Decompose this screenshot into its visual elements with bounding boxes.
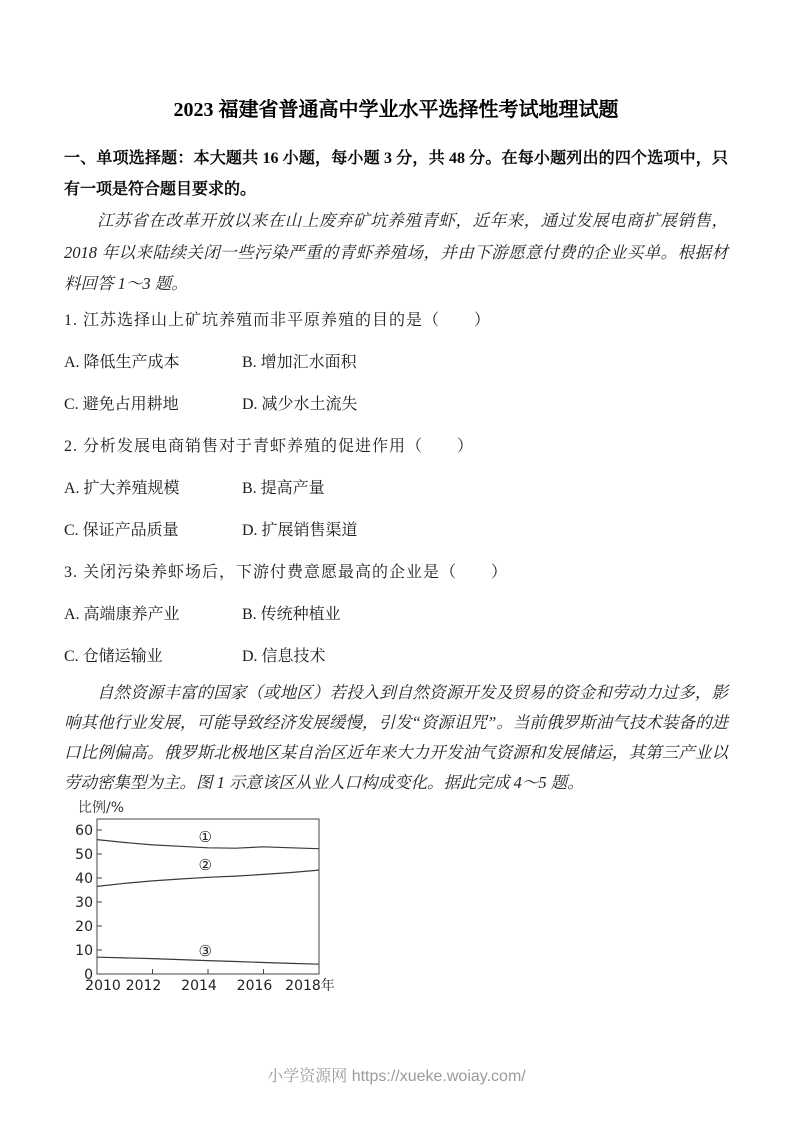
question-1	[64, 300, 728, 426]
question-3-option-d: D. 信息技术	[242, 647, 326, 665]
question-2-option-c: C. 保证产品质量	[64, 521, 179, 539]
question-3-option-a: A. 高端康养产业	[64, 605, 180, 623]
svg-text:10: 10	[75, 942, 93, 959]
section-heading: 一、单项选择题：本大题共 16 小题，每小题 3 分，共 48 分。在每小题列出的四个选项中，只有一项是符合题目要求的。	[64, 150, 728, 198]
question-3	[64, 552, 728, 678]
svg-text:②: ②	[198, 855, 212, 874]
question-1-option-c: C. 避免占用耕地	[64, 395, 179, 413]
employment-composition-line-chart	[64, 800, 394, 1000]
svg-text:2018年: 2018年	[285, 977, 335, 994]
question-2-option-a: A. 扩大养殖规模	[64, 479, 180, 497]
footer-text: 小学资源网 https://xueke.woiay.com/	[267, 1068, 526, 1085]
question-3-option-row-2	[64, 636, 728, 678]
svg-text:2012: 2012	[125, 977, 162, 994]
svg-text:①: ①	[198, 827, 212, 846]
svg-text:2014: 2014	[181, 977, 217, 994]
passage-2: 自然资源丰富的国家（或地区）若投入到自然资源开发及贸易的资金和劳动力过多，影响其他行业发展，可能导致经济发展缓慢，引发“资源诅咒”。当前俄罗斯油气技术装备的进口比例偏高。俄罗斯北极地区某自治区近年来大力开发油气资源和发展储运，其第三产业以劳动密集型为主。图 1 示意该区从业人口构成变化。据此完成 4～5 题。	[64, 682, 728, 792]
svg-text:③: ③	[198, 941, 212, 960]
svg-text:40: 40	[75, 870, 93, 887]
svg-text:60: 60	[75, 822, 93, 839]
footer-watermark	[0, 1063, 793, 1086]
svg-text:比例/%: 比例/%	[78, 799, 125, 816]
question-3-option-b: B. 传统种植业	[242, 605, 341, 623]
figure-1	[64, 800, 728, 1000]
page-title: 2023 福建省普通高中学业水平选择性考试地理试题	[173, 99, 619, 121]
question-1-stem: 1. 江苏选择山上矿坑养殖而非平原养殖的目的是（ ）	[64, 311, 492, 329]
svg-text:50: 50	[75, 846, 93, 863]
question-2-option-row-2	[64, 510, 728, 552]
svg-text:2010: 2010	[85, 977, 121, 994]
question-2-option-d: D. 扩展销售渠道	[242, 521, 358, 539]
question-2-option-row-1	[64, 468, 728, 510]
svg-text:2016: 2016	[236, 977, 273, 994]
question-3-option-c: C. 仓储运输业	[64, 647, 163, 665]
question-3-option-row-1	[64, 594, 728, 636]
question-1-option-row-2	[64, 384, 728, 426]
passage-1: 江苏省在改革开放以来在山上废弃矿坑养殖青虾，近年来，通过发展电商扩展销售，2018 年以来陆续关闭一些污染严重的青虾养殖场，并由下游愿意付费的企业买单。根据材料回答 1～3 题。	[64, 211, 728, 293]
question-3-stem: 3. 关闭污染养虾场后，下游付费意愿最高的企业是（ ）	[64, 563, 509, 581]
svg-text:20: 20	[75, 918, 93, 935]
question-1-option-b: B. 增加汇水面积	[242, 353, 357, 371]
question-1-option-row-1	[64, 342, 728, 384]
svg-text:0: 0	[84, 966, 93, 983]
question-1-option-a: A. 降低生产成本	[64, 353, 180, 371]
svg-text:30: 30	[75, 894, 93, 911]
question-2	[64, 426, 728, 552]
question-2-stem: 2. 分析发展电商销售对于青虾养殖的促进作用（ ）	[64, 437, 475, 455]
question-1-option-d: D. 减少水土流失	[242, 395, 358, 413]
question-2-option-b: B. 提高产量	[242, 479, 325, 497]
